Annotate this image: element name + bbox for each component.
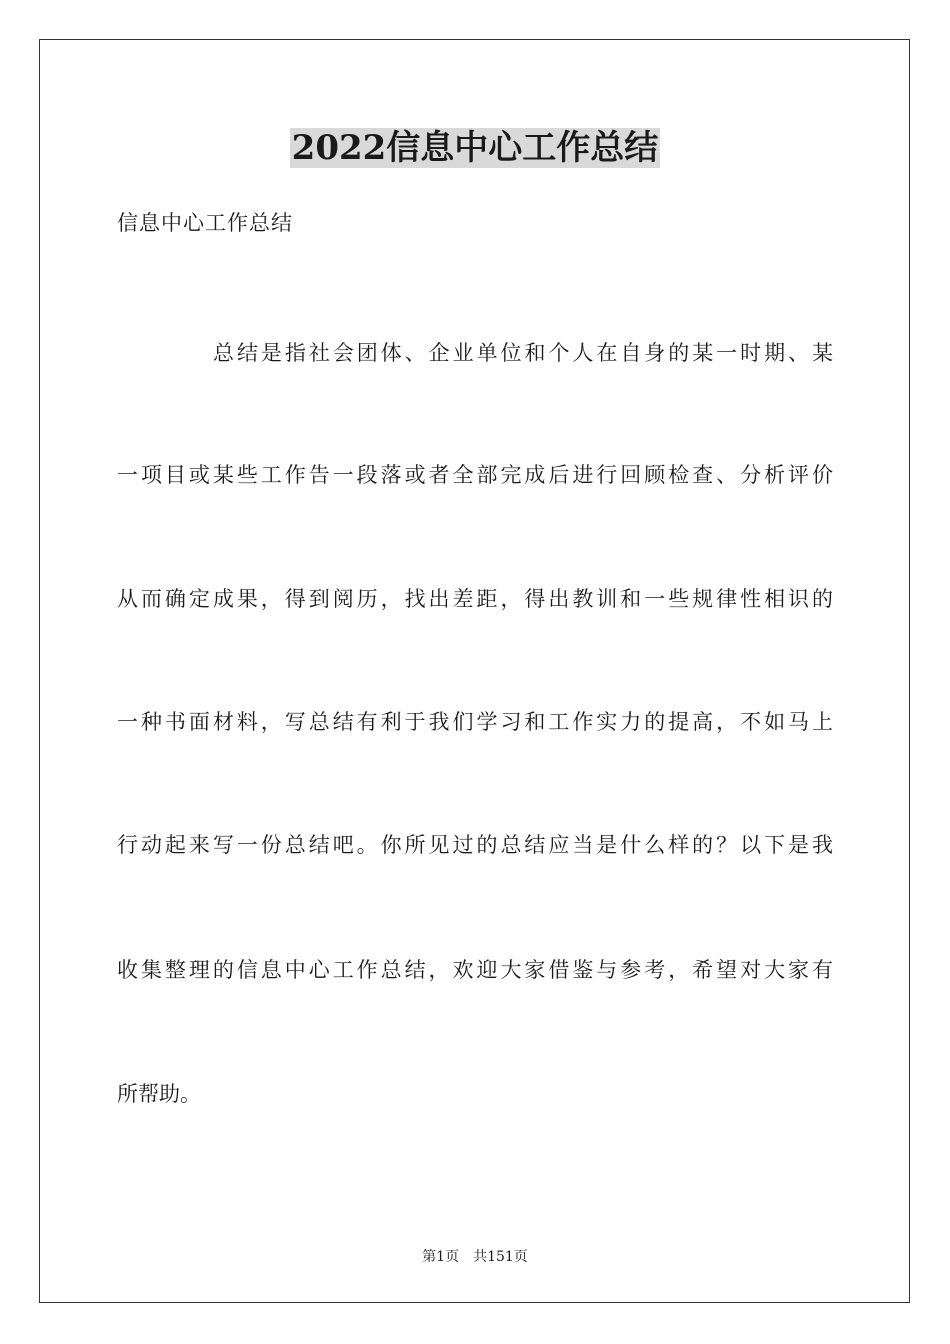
paragraph-line-6: 收集整理的信息中心工作总结，欢迎大家借鉴与参考，希望对大家有 [117, 958, 833, 982]
document-subheading: 信息中心工作总结 [117, 211, 293, 235]
paragraph-line-3: 从而确定成果，得到阅历，找出差距，得出教训和一些规律性相识的 [117, 587, 833, 611]
paragraph-line-2: 一项目或某些工作告一段落或者全部完成后进行回顾检查、分析评价 [117, 463, 833, 487]
paragraph-line-4: 一种书面材料，写总结有利于我们学习和工作实力的提高，不如马上 [117, 710, 833, 734]
paragraph-line-7: 所帮助。 [117, 1082, 201, 1106]
document-title [0, 128, 950, 168]
document-title-text: 2022信息中心工作总结 [291, 128, 659, 168]
page-number-footer: 第1页 共151页 [422, 1249, 528, 1265]
paragraph-line-1: 总结是指社会团体、企业单位和个人在自身的某一时期、某 [213, 341, 833, 365]
paragraph-line-5: 行动起来写一份总结吧。你所见过的总结应当是什么样的？以下是我 [117, 833, 833, 857]
